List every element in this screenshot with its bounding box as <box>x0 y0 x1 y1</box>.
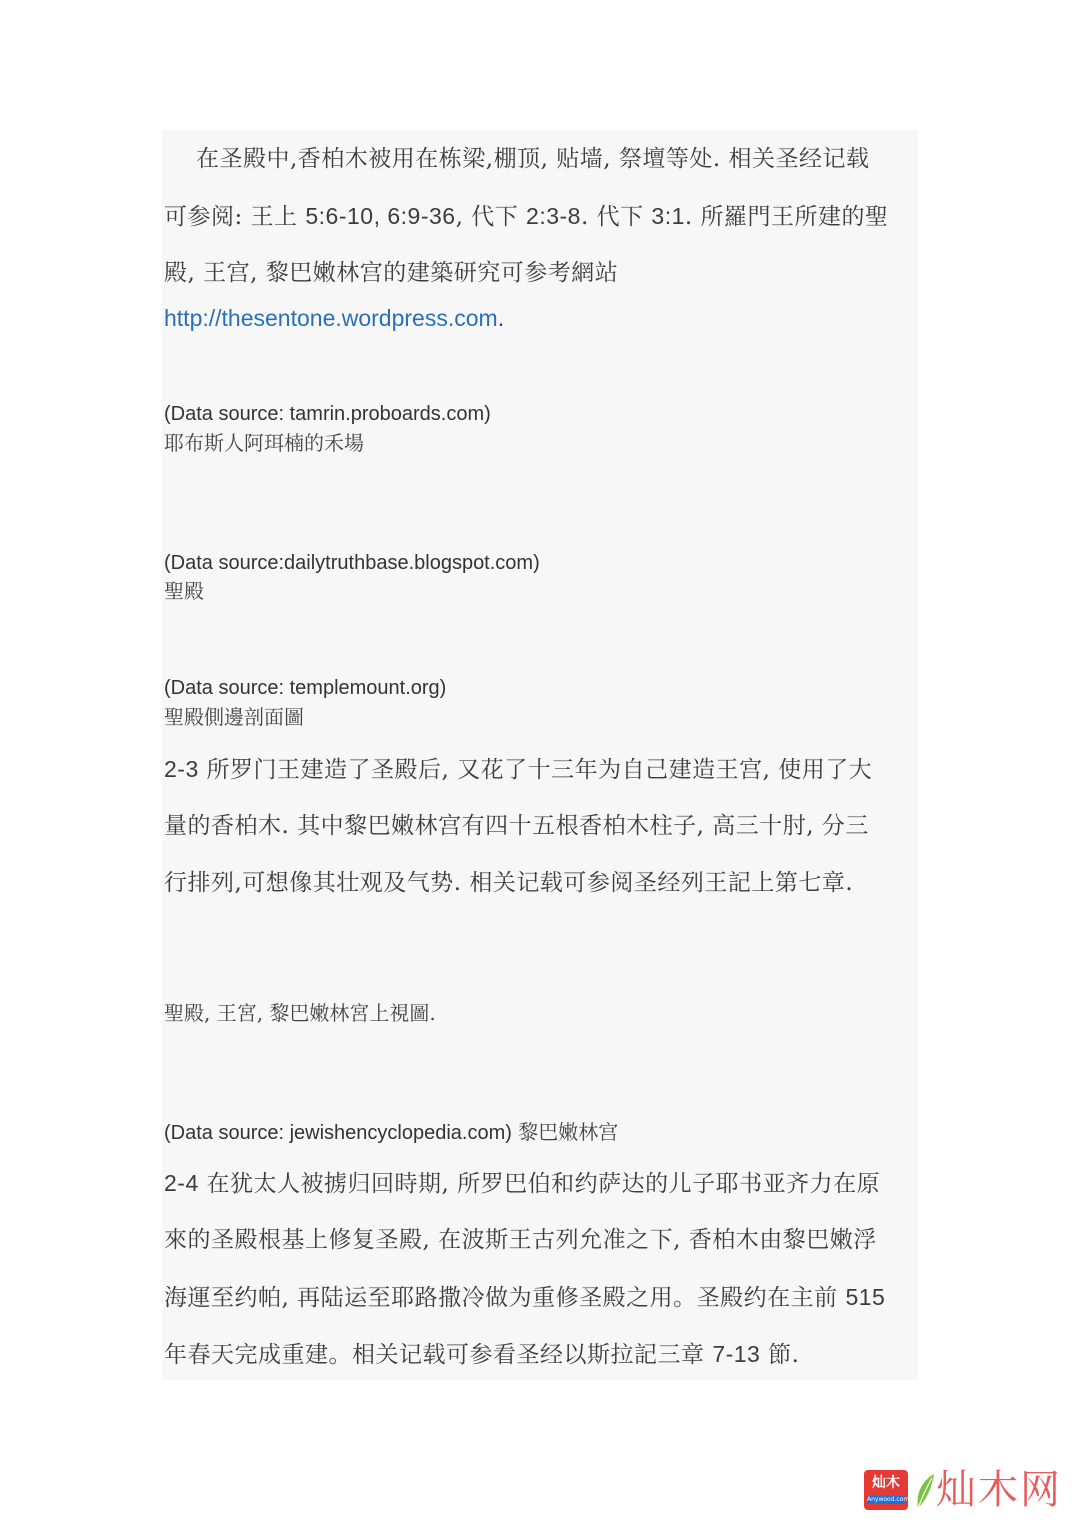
figure2-caption: 聖殿 <box>164 579 204 603</box>
link-suffix: . <box>497 305 505 331</box>
text-span: 節. <box>760 1342 800 1368</box>
year-number: 515 <box>845 1284 886 1310</box>
verse-ref: 7-13 <box>712 1341 761 1367</box>
figure3-source: (Data source: templemount.org) <box>164 677 447 699</box>
figure5-line <box>164 1119 618 1146</box>
text-span: 可参阅: 王上 <box>164 204 306 230</box>
figure1-source: (Data source: tamrin.proboards.com) <box>164 403 491 425</box>
para1-line2 <box>164 201 889 232</box>
para2-line3: 行排列,可想像其壮观及气势. 相关记载可参阅圣经列王記上第七章. <box>164 870 854 896</box>
logo-badge-text: 灿木 <box>872 1475 900 1491</box>
reference-link-line <box>164 303 504 333</box>
logo-badge-url: Anywood.com <box>867 1496 910 1503</box>
para3-line4 <box>164 1339 799 1370</box>
figure2-source: (Data source:dailytruthbase.blogspot.com) <box>164 552 540 574</box>
verse-ref: 3:1 <box>651 203 685 229</box>
reference-link[interactable]: http://thesentone.wordpress.com <box>164 305 498 331</box>
verse-ref: 5:6-10, 6:9-36 <box>305 203 456 229</box>
text-span: 所罗门王建造了圣殿后, 又花了十三年为自己建造王宫, 使用了大 <box>198 757 873 783</box>
para1-line3: 殿, 王宫, 黎巴嫩林宫的建築研究可参考網站 <box>164 260 619 286</box>
text-span: 在犹太人被掳归回時期, 所罗巴伯和约萨达的儿子耶书亚齐力在原 <box>198 1171 881 1197</box>
para3-line2: 來的圣殿根基上修复圣殿, 在波斯王古列允准之下, 香柏木由黎巴嫩浮 <box>164 1227 877 1253</box>
text-span: . 所羅門王所建的聖 <box>684 204 889 230</box>
section-number: 2-3 <box>164 756 199 782</box>
figure5-source: (Data source: jewishencyclopedia.com) <box>164 1122 512 1144</box>
text-span: 海運至约帕, 再陆运至耶路撒冷做为重修圣殿之用。圣殿约在主前 <box>164 1285 846 1311</box>
para1-line1: 在圣殿中,香柏木被用在栋梁,棚顶, 贴墙, 祭壇等处. 相关圣经记载 <box>196 146 870 172</box>
section-number: 2-4 <box>164 1170 199 1196</box>
figure5-caption: 黎巴嫩林宫 <box>511 1120 619 1144</box>
logo-badge <box>864 1470 908 1510</box>
text-span: 年春天完成重建。相关记载可参看圣经以斯拉記三章 <box>164 1342 713 1368</box>
figure3-caption: 聖殿側邊剖面圖 <box>164 705 304 729</box>
text-span: , 代下 <box>455 204 527 230</box>
para3-line1 <box>164 1168 880 1199</box>
para3-line3 <box>164 1282 885 1313</box>
text-span: . 代下 <box>580 204 652 230</box>
verse-ref: 2:3-8 <box>526 203 581 229</box>
figure4-caption: 聖殿, 王宮, 黎巴嫩林宮上視圖. <box>164 1001 436 1025</box>
watermark-logo <box>864 1466 1064 1514</box>
para2-line1 <box>164 754 872 785</box>
figure1-caption: 耶布斯人阿珥楠的禾場 <box>164 431 364 455</box>
leaf-icon <box>914 1472 936 1510</box>
para2-line2: 量的香柏木. 其中黎巴嫩林宫有四十五根香柏木柱子, 高三十肘, 分三 <box>164 813 869 839</box>
logo-wordmark: 灿木网 <box>936 1467 1062 1513</box>
